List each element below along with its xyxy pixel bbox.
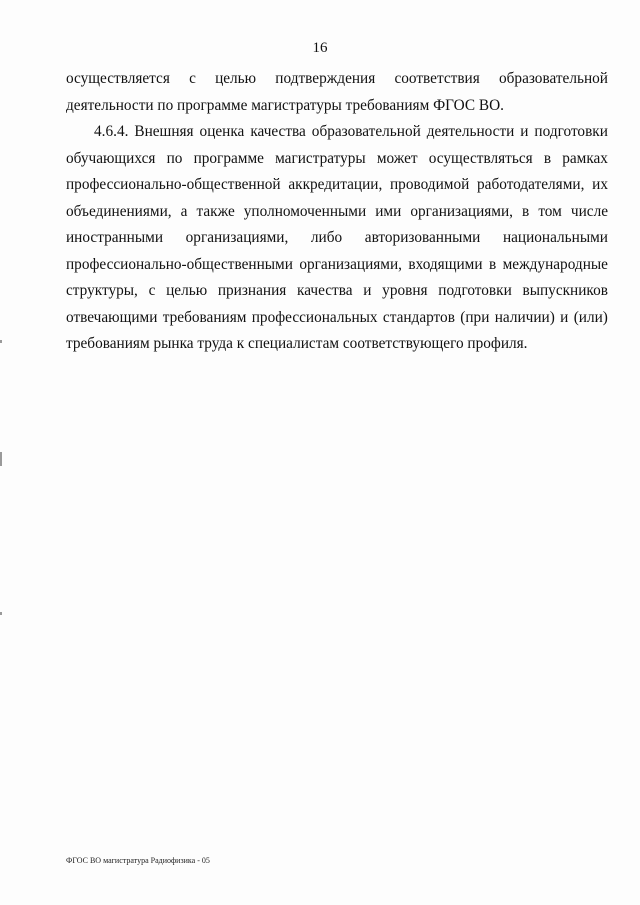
body-text xyxy=(66,66,608,358)
footer-text: ФГОС ВО магистратура Радиофизика - 05 xyxy=(66,856,210,865)
word: профессионально-общественными xyxy=(66,255,293,273)
word: подтверждения xyxy=(275,70,376,87)
word: отвечающими xyxy=(66,308,158,326)
paragraph-continuation xyxy=(66,66,608,119)
scan-edge-mark xyxy=(0,452,2,466)
word: целью xyxy=(215,70,257,87)
word: и xyxy=(560,308,569,326)
text-line xyxy=(66,331,608,358)
word: оценка xyxy=(199,123,245,140)
word: и xyxy=(520,123,529,140)
word: объединениями, xyxy=(66,202,172,220)
text-line xyxy=(66,66,608,93)
paragraph-4-6-4 xyxy=(66,119,608,358)
text-line xyxy=(66,278,608,305)
word: в xyxy=(522,202,530,220)
word: деятельности xyxy=(426,123,515,140)
word: 4.6.4. xyxy=(94,123,129,140)
word: уполномоченными xyxy=(243,202,367,220)
word: структуры, xyxy=(66,282,138,299)
text-line xyxy=(66,146,608,173)
word: (или) xyxy=(573,308,608,326)
word: рамках xyxy=(562,149,608,167)
word: и xyxy=(363,282,372,299)
word: качества xyxy=(297,282,353,299)
word: организациями, xyxy=(299,255,402,273)
word: уровня xyxy=(382,282,428,299)
word: (при xyxy=(460,308,490,326)
word: входящими xyxy=(408,255,483,273)
text-line xyxy=(66,305,608,332)
word: программе xyxy=(193,149,264,167)
text-line xyxy=(66,199,608,226)
word: может xyxy=(376,149,418,167)
word: образовательной xyxy=(498,70,608,87)
word: национальными xyxy=(502,229,608,246)
word: организациями, xyxy=(410,202,513,220)
word: деятельности по программе магистратуры требованиям ФГОС ВО. xyxy=(66,96,504,114)
word: ими xyxy=(375,202,402,220)
word: по xyxy=(166,149,183,167)
word: в xyxy=(543,149,552,167)
word: стандартов xyxy=(382,308,455,326)
word: также xyxy=(196,202,235,220)
word: организациями, xyxy=(185,229,289,246)
word: наличии) xyxy=(494,308,555,326)
word: осуществляется xyxy=(66,70,170,87)
word: подготовки xyxy=(438,282,512,299)
text-line xyxy=(66,93,608,120)
text-line xyxy=(66,172,608,199)
word: Внешняя xyxy=(134,123,194,140)
word: профессиональных xyxy=(251,308,378,326)
word: осуществляться xyxy=(428,149,533,167)
word: признания xyxy=(217,282,287,299)
word: выпускников xyxy=(522,282,608,299)
word: профессионально-общественной xyxy=(66,176,281,193)
scan-edge-mark xyxy=(0,340,2,343)
text-line xyxy=(66,252,608,279)
word: иностранными xyxy=(66,229,164,246)
scan-edge-mark xyxy=(0,612,2,615)
word: требованиям рынка труда к специалистам соответствующего профиля. xyxy=(66,335,528,352)
word: магистратуры xyxy=(275,149,366,167)
word: работодателями, xyxy=(477,176,585,193)
word: а xyxy=(180,202,188,220)
word: их xyxy=(592,176,608,193)
word: требованиям xyxy=(162,308,247,326)
word: в xyxy=(488,255,497,273)
word: том xyxy=(538,202,562,220)
page-number: 16 xyxy=(312,40,328,56)
word: обучающихся xyxy=(66,149,156,167)
word: с xyxy=(189,70,196,87)
word: целью xyxy=(166,282,208,299)
text-line xyxy=(66,225,608,252)
word: качества xyxy=(250,123,306,140)
word: образовательной xyxy=(311,123,421,140)
word: соответствия xyxy=(394,70,480,87)
word: проводимой xyxy=(390,176,470,193)
word: авторизованными xyxy=(364,229,481,246)
word: либо xyxy=(310,229,343,246)
word: международные xyxy=(502,255,608,273)
word: подготовки xyxy=(534,123,608,140)
word: числе xyxy=(570,202,608,220)
word: аккредитации, xyxy=(288,176,383,193)
word: с xyxy=(148,282,156,299)
text-line xyxy=(66,119,608,146)
